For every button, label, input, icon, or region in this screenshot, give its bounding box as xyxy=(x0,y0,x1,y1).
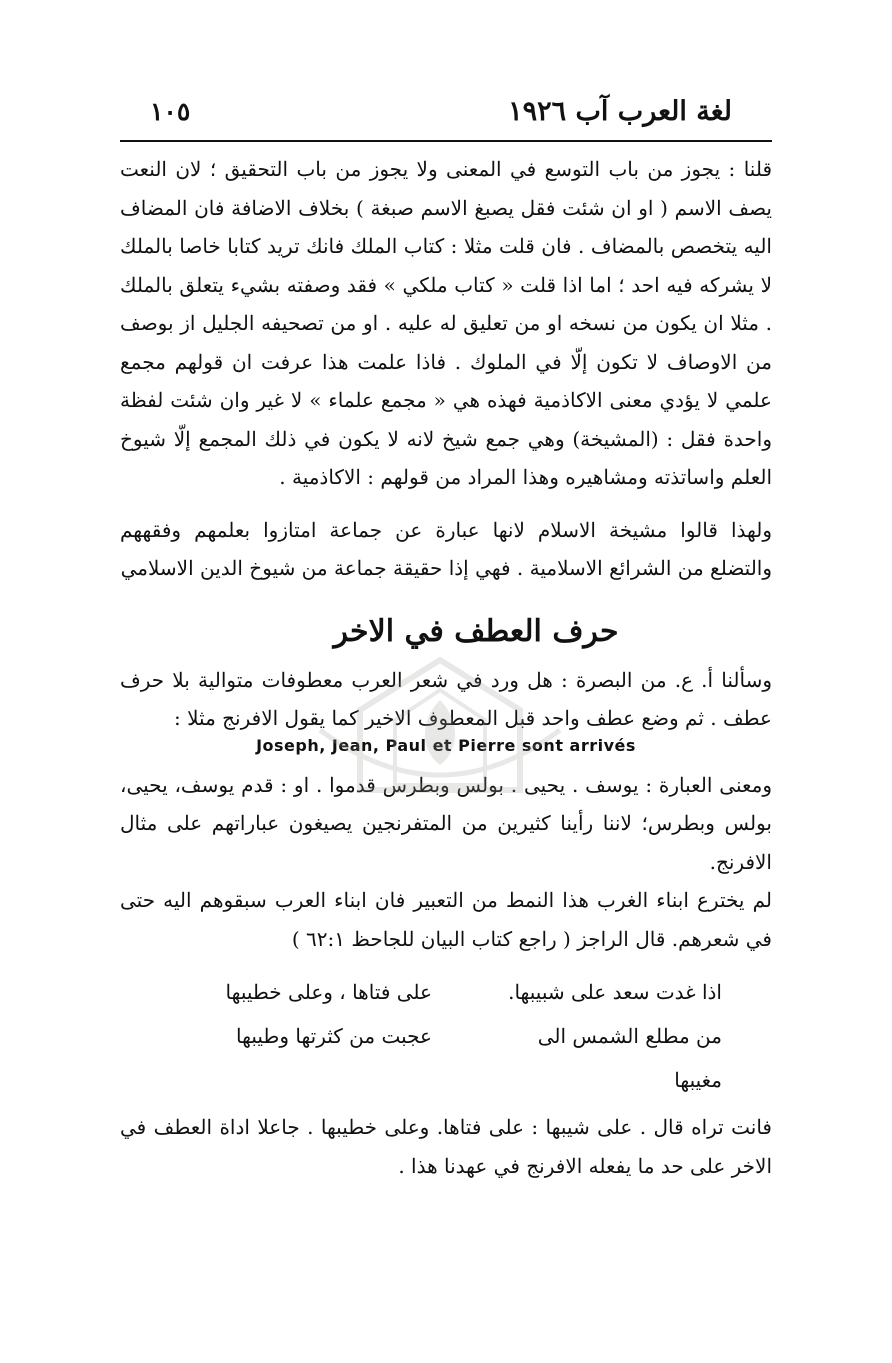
verse-line xyxy=(120,1014,722,1102)
verse-hemistich: من مطلع الشمس الى مغيبها xyxy=(537,1024,722,1092)
verse-line xyxy=(120,970,722,1014)
journal-title: لغة العرب آب ١٩٢٦ xyxy=(508,95,732,127)
paragraph-1: قلنا : يجوز من باب التوسع في المعنى ولا يجوز من باب التحقيق ؛ لان النعت يصف الاسم ( او ان شئت فقل يصبغ الاسم صبغة ) بخلاف الاضافة فان المضاف اليه يتخصص بالمضاف . فان قلت مثلا : كتاب الملك فانك تريد كتابا خاصا بالملك لا يشركه فيه احد ؛ اما اذا قلت « كتاب ملكي » فقد وصفته بشيء يتعلق بالملك . مثلا ان يكون من نسخه او من تعليق له عليه . او من تصحيفه الجليل از بوصف من الاوصاف لا تكون إلّا في الملوك . فاذا علمت هذا عرفت ان قولهم مجمع علمي لا يؤدي معنى الاكاذمية فهذه هي « مجمع علماء » لا غير وان شئت لفظة واحدة فقل : (المشيخة) وهي جمع شيخ لانه لا يكون في ذلك المجمع إلّا شيوخ العلم واساتذته ومشاهيره وهذا المراد من قولهم : الاكاذمية . xyxy=(120,157,773,489)
french-example: Joseph, Jean, Paul et Pierre sont arrivés xyxy=(256,735,636,755)
page-number: ١٠٥ xyxy=(150,96,191,126)
section-heading: حرف العطف في الاخر xyxy=(333,613,619,649)
poem-verse xyxy=(120,970,772,1102)
verse-hemistich: عجبت من كثرتها وطيبها xyxy=(236,1024,432,1048)
paragraph-3: وسألنا أ. ع. من البصرة : هل ورد في شعر العرب معطوفات متوالية بلا حرف عطف . ثم وضع عطف واحد قبل المعطوف الاخير كما يقول الافرنج مثلا : xyxy=(120,667,772,730)
paragraph-5: لم يخترع ابناء الغرب هذا النمط من التعبير فان ابناء العرب سبقوهم اليه حتى في شعرهم. قال الراجز ( راجع كتاب البيان للجاحظ ٦٢:١ ) xyxy=(120,888,773,951)
verse-hemistich: اذا غدت سعد على شبيبها. xyxy=(508,980,722,1004)
document-page xyxy=(120,88,772,1288)
paragraph-2: ولهذا قالوا مشيخة الاسلام لانها عبارة عن جماعة امتازوا بعلمهم وفقههم والتضلع من الشرائع الاسلامية . فهي إذا حقيقة جماعة من شيوخ الدين الاسلامي xyxy=(120,517,772,580)
paragraph-6: فانت تراه قال . على شيبها : على فتاها. وعلى خطيبها . جاعلا اداة العطف في الاخر على حد ما يفعله الافرنج في عهدنا هذا . xyxy=(120,1115,772,1178)
verse-hemistich: على فتاها ، وعلى خطيبها xyxy=(225,980,432,1004)
page-header xyxy=(120,88,772,142)
paragraph-4: ومعنى العبارة : يوسف . يحيى . بولس وبطرس قدموا . او : قدم يوسف، يحيى، بولس وبطرس؛ لاننا رأينا كثيرين من المتفرنجين يصيغون عباراتهم على مثال الافرنج. xyxy=(120,772,772,874)
